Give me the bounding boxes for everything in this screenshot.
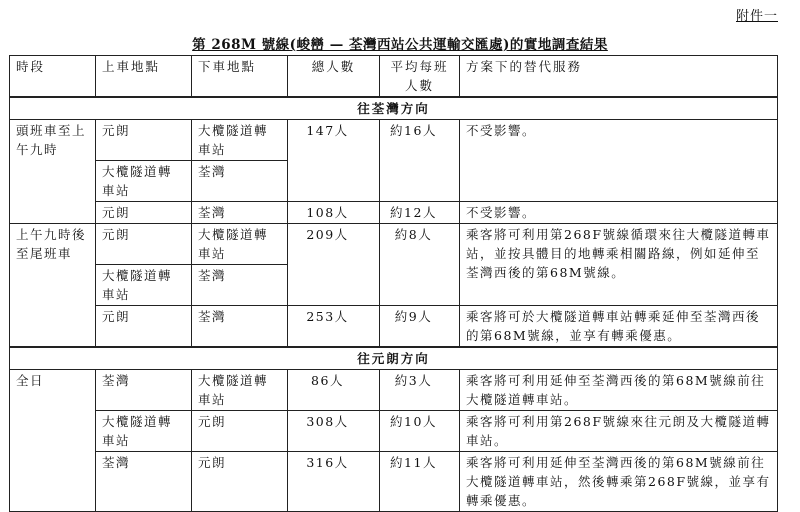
- total-cell: 147人: [288, 120, 380, 202]
- boarding-cell: 荃灣: [96, 452, 192, 512]
- boarding-cell: 元朗: [96, 120, 192, 161]
- alternative-cell: 乘客將可於大欖隧道轉車站轉乘延伸至荃灣西後的第68M號線，並享有轉乘優惠。: [460, 306, 778, 348]
- average-cell: 約12人: [380, 202, 460, 224]
- alighting-cell: 荃灣: [192, 161, 288, 202]
- header-period: 時段: [10, 56, 96, 98]
- average-cell: 約16人: [380, 120, 460, 202]
- alternative-cell: 不受影響。: [460, 202, 778, 224]
- average-cell: 約11人: [380, 452, 460, 512]
- section-row-to-tsuen-wan: [10, 97, 778, 120]
- boarding-cell: 大欖隧道轉車站: [96, 265, 192, 306]
- header-alternative-service: 方案下的替代服務: [460, 56, 778, 98]
- total-cell: 86人: [288, 370, 380, 411]
- average-cell: 約10人: [380, 411, 460, 452]
- average-cell: 約9人: [380, 306, 460, 348]
- total-cell: 316人: [288, 452, 380, 512]
- alighting-cell: 大欖隧道轉車站: [192, 370, 288, 411]
- period-cell: 上午九時後至尾班車: [10, 224, 96, 348]
- table-row: [10, 411, 778, 452]
- alternative-cell: 乘客將可利用延伸至荃灣西後的第68M號線前往大欖隧道轉車站，然後轉乘第268F號線，並享有轉乘優惠。: [460, 452, 778, 512]
- document-title: 第 268M 號線(峻巒 — 荃灣西站公共運輸交匯處)的實地調查結果: [192, 37, 608, 53]
- survey-table: [9, 55, 778, 512]
- alighting-cell: 荃灣: [192, 265, 288, 306]
- alighting-cell: 大欖隧道轉車站: [192, 224, 288, 265]
- boarding-cell: 元朗: [96, 202, 192, 224]
- section-title-to-tsuen-wan: 往荃灣方向: [10, 97, 778, 120]
- boarding-cell: 大欖隧道轉車站: [96, 161, 192, 202]
- alighting-cell: 元朗: [192, 411, 288, 452]
- total-cell: 308人: [288, 411, 380, 452]
- section-row-to-yuen-long: [10, 347, 778, 370]
- total-cell: 253人: [288, 306, 380, 348]
- period-cell: 全日: [10, 370, 96, 512]
- total-cell: 209人: [288, 224, 380, 306]
- total-cell: 108人: [288, 202, 380, 224]
- table-row: [10, 452, 778, 512]
- header-total-passengers: 總人數: [288, 56, 380, 98]
- header-alighting-point: 下車地點: [192, 56, 288, 98]
- average-cell: 約8人: [380, 224, 460, 306]
- boarding-cell: 元朗: [96, 306, 192, 348]
- header-average-per-trip: 平均每班人數: [380, 56, 460, 98]
- alternative-cell: 乘客將可利用第268F號線來往元朗及大欖隧道轉車站。: [460, 411, 778, 452]
- header-row: [10, 56, 778, 98]
- section-title-to-yuen-long: 往元朗方向: [10, 347, 778, 370]
- boarding-cell: 荃灣: [96, 370, 192, 411]
- alternative-cell: 不受影響。: [460, 120, 778, 202]
- boarding-cell: 元朗: [96, 224, 192, 265]
- average-cell: 約3人: [380, 370, 460, 411]
- table-row: [10, 224, 778, 265]
- annex-label: 附件一: [735, 9, 778, 24]
- table-row: [10, 306, 778, 348]
- alternative-cell: 乘客將可利用延伸至荃灣西後的第68M號線前往大欖隧道轉車站。: [460, 370, 778, 411]
- table-row: [10, 120, 778, 161]
- alighting-cell: 大欖隧道轉車站: [192, 120, 288, 161]
- alighting-cell: 元朗: [192, 452, 288, 512]
- alighting-cell: 荃灣: [192, 202, 288, 224]
- period-cell: 頭班車至上午九時: [10, 120, 96, 224]
- alternative-cell: 乘客將可利用第268F號線循環來往大欖隧道轉車站，並按具體目的地轉乘相關路線，例如延伸至荃灣西後的第68M號線。: [460, 224, 778, 306]
- table-row: [10, 370, 778, 411]
- alighting-cell: 荃灣: [192, 306, 288, 348]
- header-boarding-point: 上車地點: [96, 56, 192, 98]
- table-row: [10, 202, 778, 224]
- boarding-cell: 大欖隧道轉車站: [96, 411, 192, 452]
